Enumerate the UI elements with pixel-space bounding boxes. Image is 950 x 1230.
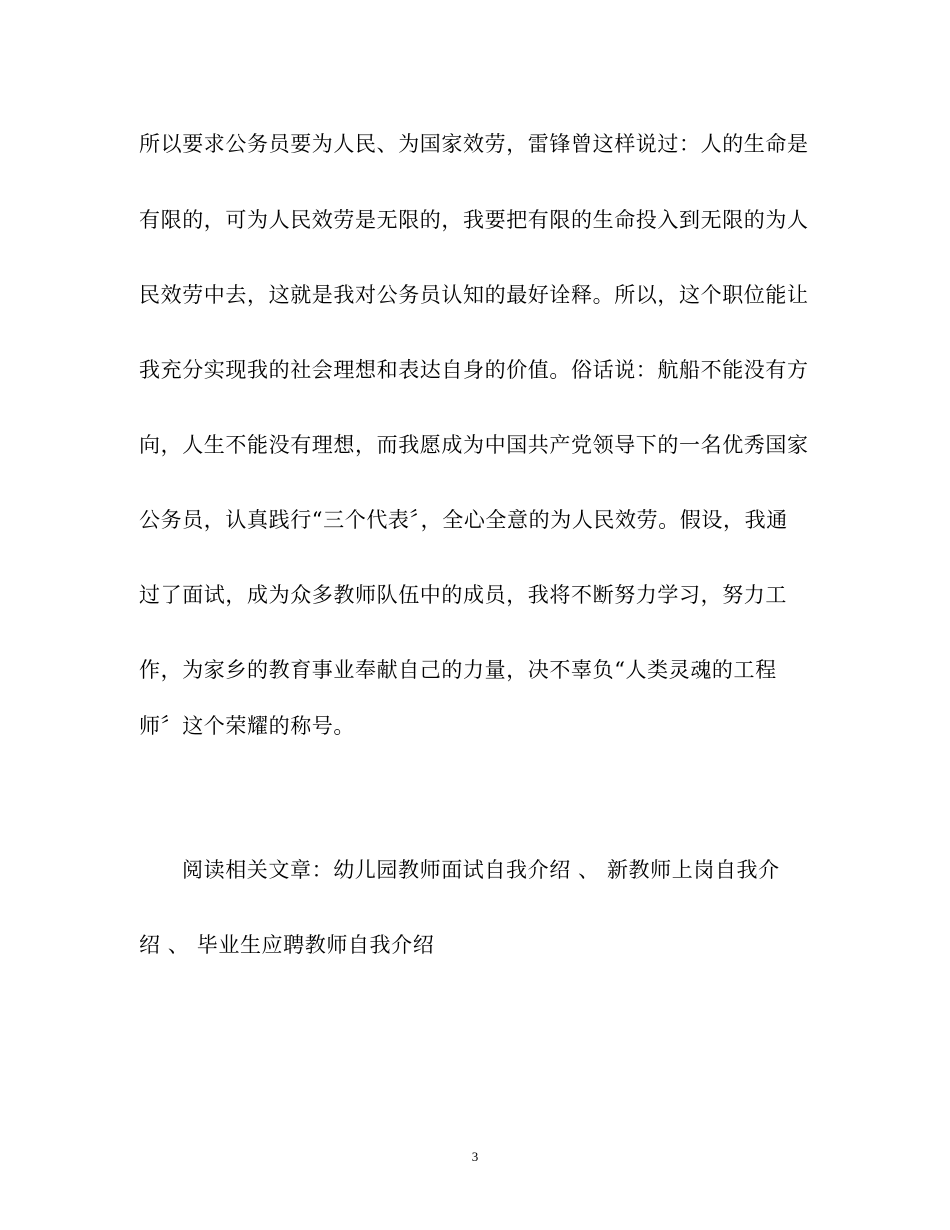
page-number: 3 (471, 1149, 479, 1164)
paragraph-line: 民效劳中去，这就是我对公务员认知的最好诠释。所以，这个职位能让 (139, 283, 809, 307)
paragraph-line: 我充分实现我的社会理想和表达自身的价值。俗话说：航船不能没有方 (139, 358, 809, 382)
paragraph-line: 过了面试，成为众多教师队伍中的成员，我将不断努力学习，努力工 (139, 583, 787, 607)
paragraph-line: 向，人生不能没有理想，而我愿成为中国共产党领导下的一名优秀国家 (139, 433, 809, 457)
related-articles-line: 阅读相关文章：幼儿园教师面试自我介绍 、 新教师上岗自我介 (182, 858, 780, 882)
paragraph-line: 作，为家乡的教育事业奉献自己的力量，决不辜负“人类灵魂的工程 (139, 658, 777, 682)
related-articles-line: 绍 、 毕业生应聘教师自我介绍 (139, 933, 435, 957)
paragraph-line: 公务员，认真践行“三个代表〞，全心全意的为人民效劳。假设，我通 (139, 508, 788, 532)
paragraph-line: 师〞这个荣耀的称号。 (139, 714, 355, 738)
paragraph-line: 有限的，可为人民效劳是无限的，我要把有限的生命投入到无限的为人 (139, 208, 809, 232)
paragraph-line: 所以要求公务员要为人民、为国家效劳，雷锋曾这样说过：人的生命是 (139, 132, 809, 156)
